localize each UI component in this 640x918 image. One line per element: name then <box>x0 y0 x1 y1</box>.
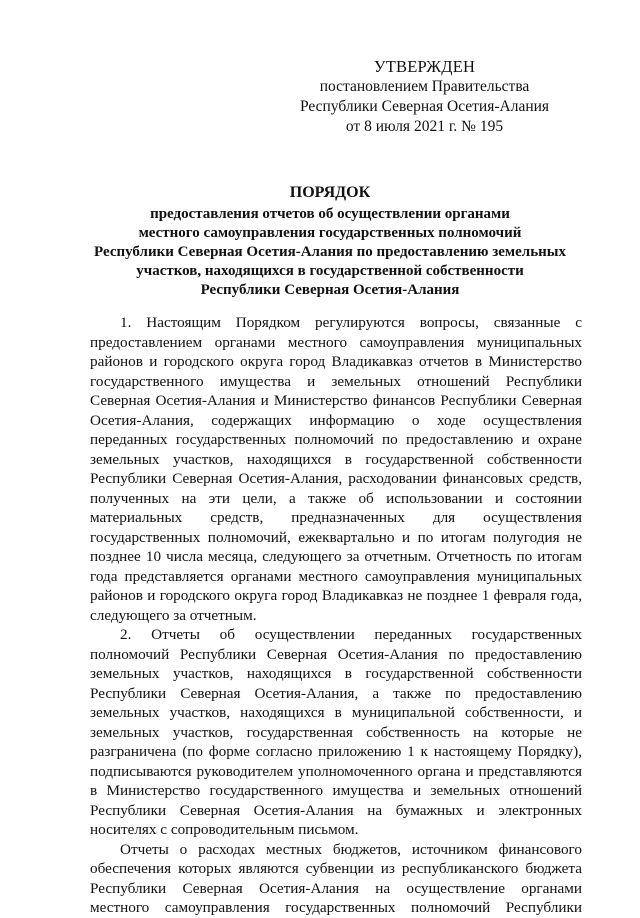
body-line: районов и городского округа город Владикавказ не позднее 1 февраля года, <box>90 587 582 604</box>
document-body <box>90 313 582 918</box>
body-line: разграничена (по форме согласно приложению 1 к настоящему Порядку), <box>90 743 582 760</box>
heading-line: местного самоуправления государственных полномочий <box>138 225 522 241</box>
body-line: государственных полномочий, ежеквартально и по итогам полугодия не <box>90 528 582 546</box>
body-line: Республики Северная Осетия-Алания на бумажных и электронных <box>90 801 582 819</box>
heading-line: предоставления отчетов об осуществлении органами <box>150 206 510 222</box>
body-line: предоставлением органами местного самоуправления муниципальных <box>90 333 582 351</box>
body-line: земельных участков, находящихся в муниципальной собственности, и <box>90 704 582 721</box>
body-line: позднее 10 числа месяца, следующего за отчетным. Отчетность по итогам <box>90 548 582 565</box>
body-line: Республики Северная Осетия-Алания, а также по предоставлению <box>90 684 582 702</box>
body-line: носителях с сопроводительным письмом. <box>90 821 359 838</box>
body-line: земельных участков, находящихся в государственной собственности <box>90 450 582 468</box>
body-line: следующего за отчетным. <box>90 606 257 624</box>
body-line: полученных на эти цели, а также об использовании и состоянии <box>90 489 582 507</box>
heading-line: Республики Северная Осетия-Алания <box>200 282 460 298</box>
body-line: материальных средств, предназначенных для осуществления <box>90 509 582 526</box>
heading-line: участков, находящихся в государственной собственности <box>136 263 524 279</box>
body-line: подписываются руководителем уполномоченного органа и представляются <box>90 762 582 780</box>
body-line: Отчеты о расходах местных бюджетов, источником финансового <box>120 840 582 858</box>
approval-line: Республики Северная Осетия-Алания <box>299 98 550 115</box>
body-line: Республики Северная Осетия-Алания, расходовании финансовых средств, <box>90 470 582 487</box>
approval-line: от 8 июля 2021 г. № 195 <box>345 118 504 135</box>
body-line: переданных государственных полномочий по предоставлению и охране <box>90 431 582 448</box>
body-line: 1. Настоящим Порядком регулируются вопросы, связанные с <box>120 314 582 331</box>
body-line: Северная Осетия-Алания и Министерство финансов Республики Северная <box>90 392 582 409</box>
document-type: ПОРЯДОК <box>289 184 371 201</box>
body-line: полномочий Республики Северная Осетия-Алания по предоставлению <box>90 645 582 663</box>
body-line: государственного имущества и земельных отношений Республики <box>90 372 582 390</box>
body-line: 2. Отчеты об осуществлении переданных государственных <box>120 626 582 643</box>
body-line: земельных участков, государственная собственность на которые не <box>90 723 582 741</box>
body-line: Осетия-Алания, содержащих информацию о ходе осуществления <box>90 411 582 429</box>
body-line: года представляется органами местного самоуправления муниципальных <box>90 567 582 585</box>
approval-line: постановлением Правительства <box>319 78 530 95</box>
body-line: Республики Северная Осетия-Алания на осуществление органами <box>90 879 582 897</box>
body-line: обеспечения которых являются субвенции из республиканского бюджета <box>90 860 582 877</box>
approval-stamp: УТВЕРЖДЕН <box>373 57 476 76</box>
body-line: земельных участков, находящихся в государственной собственности <box>90 665 582 682</box>
body-line: районов и городского округа город Владикавказ отчетов в Министерство <box>90 353 582 370</box>
body-line: в Министерство государственного имущества и земельных отношений <box>90 782 582 799</box>
document-heading <box>80 183 580 300</box>
body-line: местного самоуправления государственных полномочий Республики <box>90 899 582 916</box>
heading-line: Республики Северная Осетия-Алания по предоставлению земельных <box>94 244 566 260</box>
approval-block <box>292 57 557 137</box>
